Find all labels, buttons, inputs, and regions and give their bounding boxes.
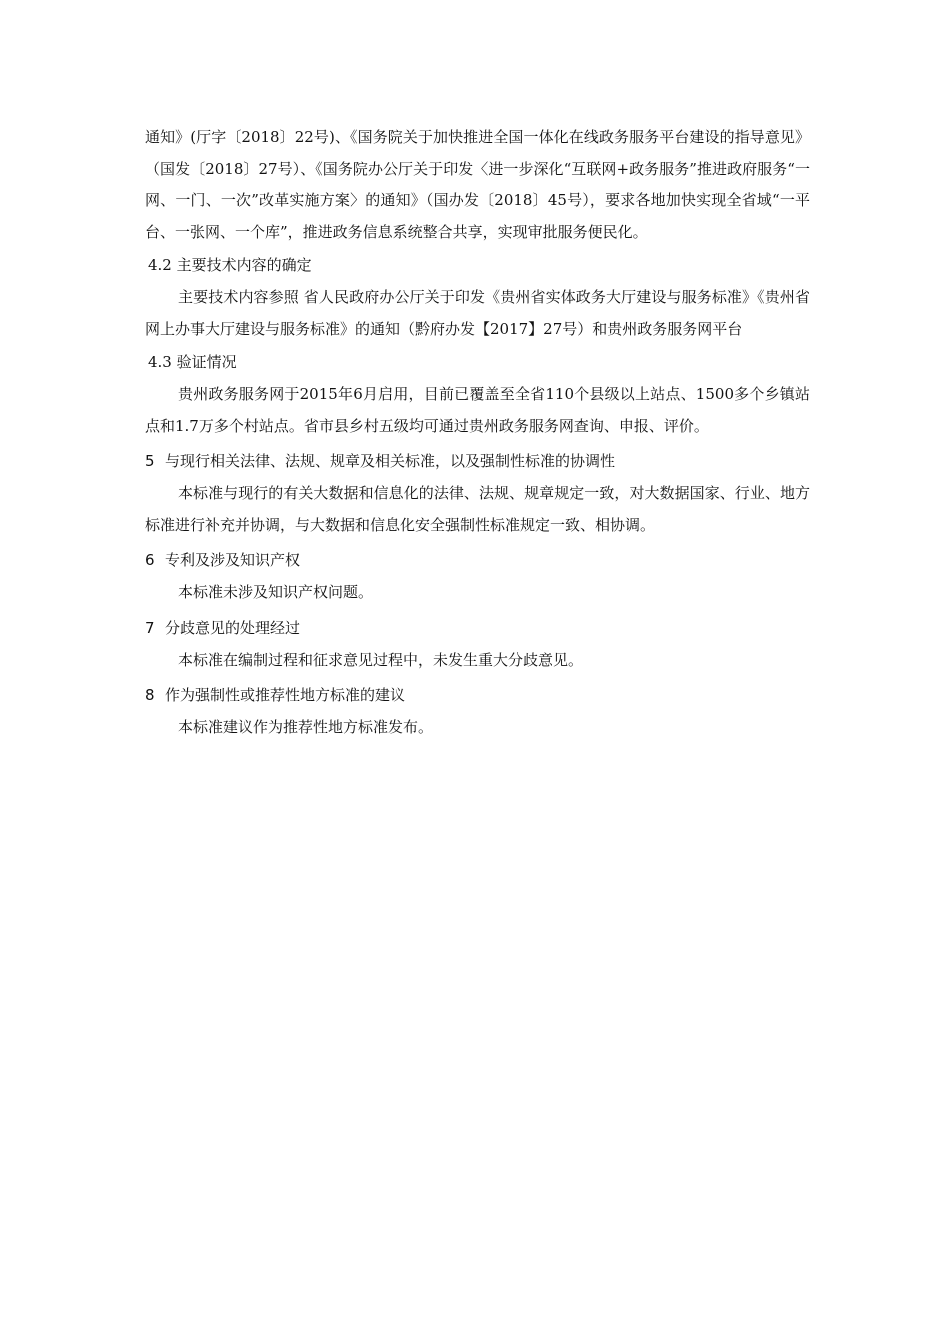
subsection-4-2-heading: 4.2 主要技术内容的确定 bbox=[148, 256, 312, 274]
section-8-body: 本标准建议作为推荐性地方标准发布。 bbox=[178, 718, 434, 736]
section-7-heading bbox=[145, 611, 810, 645]
section-5-number: 5 bbox=[145, 452, 155, 470]
subsection-4-3-heading: 4.3 验证情况 bbox=[148, 353, 237, 371]
section-6-title: 专利及涉及知识产权 bbox=[165, 551, 301, 569]
section-8-title: 作为强制性或推荐性地方标准的建议 bbox=[165, 686, 406, 704]
section-7-number: 7 bbox=[145, 618, 155, 637]
section-6-heading bbox=[145, 543, 810, 577]
section-7-title: 分歧意见的处理经过 bbox=[165, 618, 301, 637]
intro-paragraph: 通知》(厅字〔2018〕22号)、《国务院关于加快推进全国一体化在线政务服务平台建设的指导意见》（国发〔2018〕27号）、《国务院办公厅关于印发〈进一步深化“互联网+政务服务”推进政府服务“一网、一门、一次”改革实施方案〉的通知》（国办发〔2018〕45号），要求各地加快实现全省域“一平台、一张网、一个库”，推进政务信息系统整合共享，实现审批服务便民化。 bbox=[145, 128, 810, 241]
subsection-4-3-body: 贵州政务服务网于2015年6月启用，目前已覆盖至全省110个县级以上站点、1500多个乡镇站点和1.7万多个村站点。省市县乡村五级均可通过贵州政务服务网查询、申报、评价。 bbox=[145, 385, 810, 435]
section-6-number: 6 bbox=[145, 551, 155, 569]
section-6-body: 本标准未涉及知识产权问题。 bbox=[178, 583, 374, 601]
section-8-heading bbox=[145, 678, 810, 712]
section-5-title: 与现行相关法律、法规、规章及相关标准，以及强制性标准的协调性 bbox=[165, 452, 616, 470]
document-body bbox=[145, 122, 810, 744]
section-5-body: 本标准与现行的有关大数据和信息化的法律、法规、规章规定一致，对大数据国家、行业、地方标准进行补充并协调，与大数据和信息化安全强制性标准规定一致、相协调。 bbox=[145, 484, 810, 534]
section-8-number: 8 bbox=[145, 686, 155, 704]
subsection-4-2-body: 主要技术内容参照 省人民政府办公厅关于印发《贵州省实体政务大厅建设与服务标准》《贵州省网上办事大厅建设与服务标准》的通知（黔府办发【2017】27号）和贵州政务服务网平台 bbox=[145, 288, 810, 338]
section-5-heading bbox=[145, 444, 810, 478]
section-7-body: 本标准在编制过程和征求意见过程中，未发生重大分歧意见。 bbox=[178, 650, 584, 669]
